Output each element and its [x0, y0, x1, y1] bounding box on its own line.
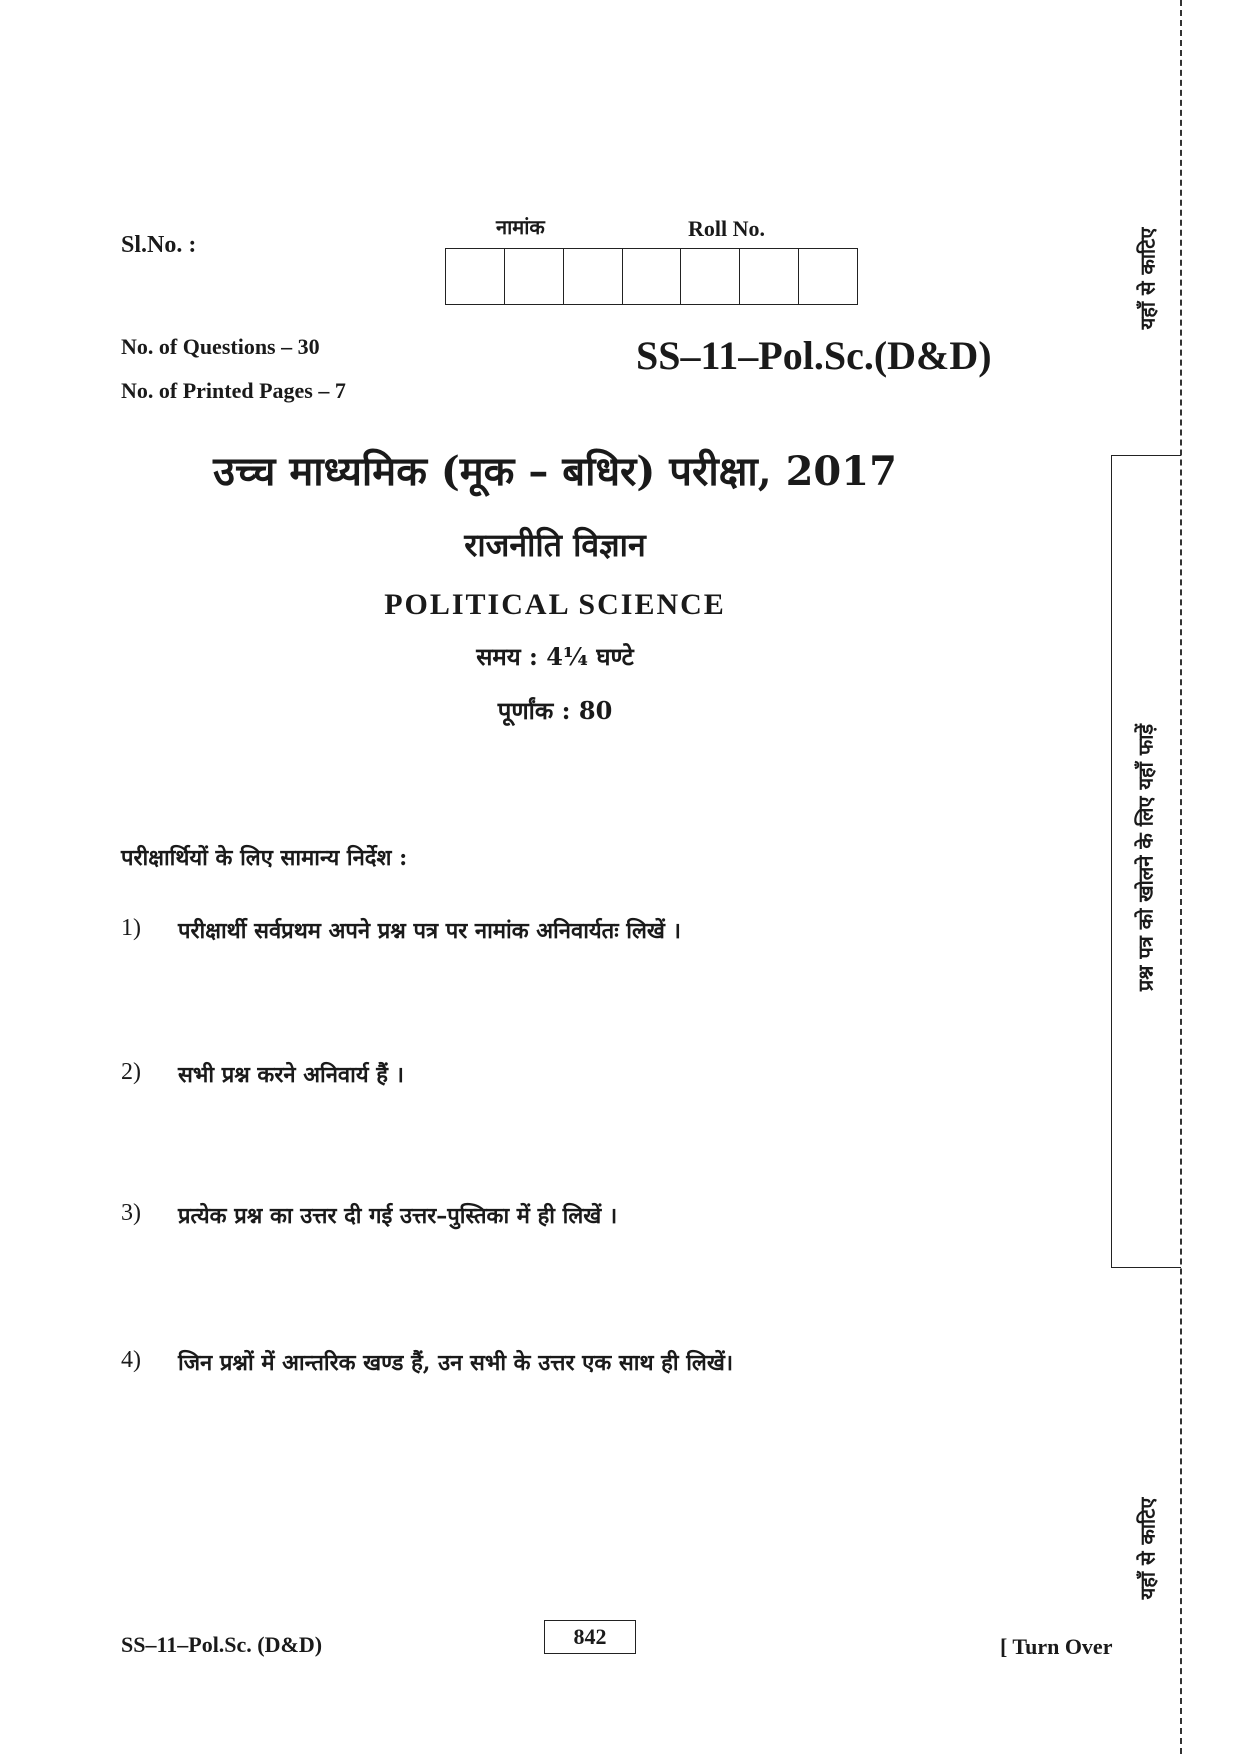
turn-over-label: [ Turn Over — [1000, 1634, 1113, 1659]
total-marks: पूर्णांक : 80 — [497, 696, 613, 725]
instruction-text: परीक्षार्थी सर्वप्रथम अपने प्रश्न पत्र पर नामांक अनिवार्यतः लिखें । — [178, 918, 681, 944]
instruction-text: प्रत्येक प्रश्न का उत्तर दी गई उत्तर–पुस्तिका में ही लिखें । — [178, 1203, 618, 1229]
serial-number-label: Sl.No. : — [121, 232, 197, 258]
roll-digit-box[interactable] — [740, 249, 799, 304]
instruction-item — [121, 1059, 404, 1089]
roll-digit-box[interactable] — [446, 249, 505, 304]
instruction-text: जिन प्रश्नों में आन्तरिक खण्ड हैं, उन सभी के उत्तर एक साथ ही लिखें। — [178, 1350, 734, 1376]
instruction-number: 1) — [121, 915, 141, 941]
instruction-item — [121, 1200, 617, 1230]
instruction-number: 4) — [121, 1347, 141, 1373]
roll-digit-box[interactable] — [681, 249, 740, 304]
instruction-item — [121, 1347, 733, 1377]
number-of-printed-pages: No. of Printed Pages – 7 — [121, 378, 346, 403]
roll-digit-box[interactable] — [623, 249, 682, 304]
roll-number-boxes[interactable] — [445, 248, 858, 305]
paper-code: SS–11–Pol.Sc.(D&D) — [636, 333, 992, 378]
number-of-questions: No. of Questions – 30 — [121, 334, 320, 359]
roll-digit-box[interactable] — [564, 249, 623, 304]
footer-paper-code: SS–11–Pol.Sc. (D&D) — [121, 1632, 323, 1657]
exam-title: उच्च माध्यमिक (मूक – बधिर) परीक्षा, 2017 — [213, 448, 897, 495]
cut-here-bottom-label: यहाँ से काटिए — [1135, 1497, 1160, 1600]
subject-title-english: POLITICAL SCIENCE — [384, 588, 726, 621]
roll-number-label: Roll No. — [688, 216, 765, 241]
instructions-heading: परीक्षार्थियों के लिए सामान्य निर्देश : — [121, 845, 408, 871]
instruction-item — [121, 915, 681, 945]
instruction-text: सभी प्रश्न करने अनिवार्य हैं । — [178, 1062, 404, 1088]
subject-title-hindi: राजनीति विज्ञान — [464, 526, 646, 564]
cut-here-top-label: यहाँ से काटिए — [1135, 227, 1160, 330]
namank-label: नामांक — [496, 215, 545, 239]
roll-digit-box[interactable] — [799, 249, 857, 304]
page-number-box: 842 — [544, 1620, 636, 1654]
tear-instruction-label: प्रश्न पत्र को खोलने के लिए यहाँ फाड़ें — [1133, 723, 1158, 992]
instruction-number: 3) — [121, 1200, 141, 1226]
roll-digit-box[interactable] — [505, 249, 564, 304]
exam-duration: समय : 4¼ घण्टे — [476, 642, 634, 671]
instruction-number: 2) — [121, 1059, 141, 1085]
